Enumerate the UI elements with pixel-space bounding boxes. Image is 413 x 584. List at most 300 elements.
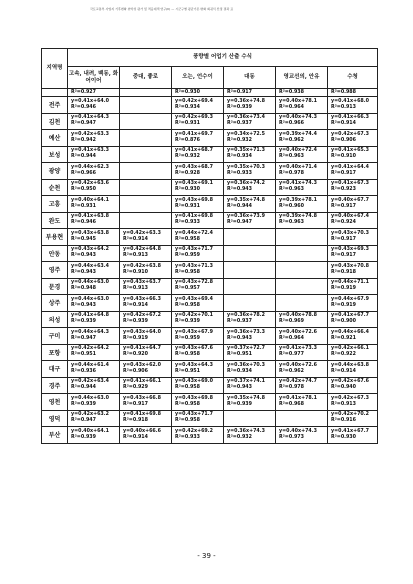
r-squared-value: R²=0.951 xyxy=(227,352,252,358)
formula-cell xyxy=(68,328,120,345)
regression-equation: y=0.40x+78.8 xyxy=(279,313,317,319)
table-row xyxy=(42,361,378,378)
formula-cell xyxy=(328,146,378,163)
regression-equation: y=0.41x+67.7 xyxy=(331,313,369,319)
table-body xyxy=(42,89,378,444)
r-squared-value: R²=0.932 xyxy=(227,137,252,143)
formula-cell xyxy=(224,212,276,229)
formula-cell xyxy=(68,196,120,213)
regression-equation: y=0.42x+69.3 xyxy=(175,115,213,121)
r-squared-value: R²=0.910 xyxy=(331,154,356,160)
regression-equation: y=0.40x+74.3 xyxy=(279,115,317,121)
r-squared-value: R²=0.958 xyxy=(175,418,200,424)
r-squared-value: R²=0.958 xyxy=(175,352,200,358)
regression-equation: y=0.41x+68.0 xyxy=(331,98,369,104)
formula-cell xyxy=(276,427,328,444)
formula-cell xyxy=(120,89,172,97)
r-squared-value: R²=0.963 xyxy=(279,220,304,226)
regression-equation: R²=0.938 xyxy=(279,89,304,95)
regression-table-container xyxy=(41,48,377,444)
formula-cell xyxy=(276,262,328,279)
regression-equation: y=0.41x+69.7 xyxy=(175,131,213,137)
r-squared-value: R²=0.913 xyxy=(123,286,148,292)
regression-equation: y=0.43x+66.3 xyxy=(123,296,161,302)
formula-cell xyxy=(276,344,328,361)
r-squared-value: R²=0.943 xyxy=(71,269,96,275)
formula-cell xyxy=(172,344,224,361)
formula-cell xyxy=(172,394,224,411)
region-name: 고흥 xyxy=(42,196,68,213)
r-squared-value: R²=0.962 xyxy=(279,137,304,143)
regression-equation: y=0.37x+74.1 xyxy=(227,379,265,385)
r-squared-value: R²=0.964 xyxy=(279,335,304,341)
r-squared-value: R²=0.931 xyxy=(175,121,200,127)
formula-cell xyxy=(120,146,172,163)
r-squared-value: R²=0.913 xyxy=(331,401,356,407)
r-squared-value: R²=0.964 xyxy=(279,104,304,110)
r-squared-value: R²=0.914 xyxy=(123,302,148,308)
formula-cell xyxy=(120,427,172,444)
r-squared-value: R²=0.939 xyxy=(71,319,96,325)
table-row xyxy=(42,113,378,130)
regression-equation: y=0.44x+61.4 xyxy=(71,362,109,368)
table-row xyxy=(42,196,378,213)
regression-equation: y=0.44x+62.3 xyxy=(71,164,109,170)
region-name: 예산 xyxy=(42,130,68,147)
formula-cell xyxy=(224,427,276,444)
regression-equation: y=0.43x+67.9 xyxy=(175,329,213,335)
r-squared-value: R²=0.958 xyxy=(175,385,200,391)
regression-equation: y=0.41x+63.3 xyxy=(71,148,109,154)
r-squared-value: R²=0.914 xyxy=(331,121,356,127)
r-squared-value: R²=0.939 xyxy=(175,319,200,325)
regression-equation: y=0.39x+74.4 xyxy=(279,131,317,137)
regression-equation: y=0.35x+74.8 xyxy=(227,395,265,401)
formula-cell xyxy=(224,229,276,246)
r-squared-value: R²=0.937 xyxy=(227,121,252,127)
formula-cell xyxy=(172,97,224,114)
r-squared-value: R²=0.944 xyxy=(71,385,96,391)
table-row xyxy=(42,377,378,394)
r-squared-value: R²=0.937 xyxy=(227,319,252,325)
formula-cell xyxy=(276,97,328,114)
r-squared-value: R²=0.918 xyxy=(331,269,356,275)
regression-equation: y=0.43x+69.8 xyxy=(175,395,213,401)
formula-cell xyxy=(276,89,328,97)
regression-equation: y=0.40x+72.6 xyxy=(279,329,317,335)
regression-equation: y=0.42x+63.8 xyxy=(123,263,161,269)
column-header: 오는, 언수이 xyxy=(172,67,224,89)
region-name: 완도 xyxy=(42,212,68,229)
regression-equation: y=0.43x+69.4 xyxy=(175,296,213,302)
regression-equation: y=0.41x+74.3 xyxy=(279,181,317,187)
r-squared-value: R²=0.947 xyxy=(71,418,96,424)
table-row xyxy=(42,262,378,279)
r-squared-value: R²=0.876 xyxy=(175,137,200,143)
formula-cell xyxy=(328,295,378,312)
r-squared-value: R²=0.963 xyxy=(279,154,304,160)
column-header: 중대, 좋로 xyxy=(120,67,172,89)
formula-cell xyxy=(120,97,172,114)
formula-cell xyxy=(120,328,172,345)
formula-cell xyxy=(328,113,378,130)
r-squared-value: R²=0.921 xyxy=(331,335,356,341)
formula-cell xyxy=(224,196,276,213)
regression-equation: y=0.43x+62.0 xyxy=(123,362,161,368)
formula-cell xyxy=(276,311,328,328)
formula-cell xyxy=(328,163,378,180)
formula-cell xyxy=(224,394,276,411)
formula-cell xyxy=(172,130,224,147)
formula-cell xyxy=(68,245,120,262)
r-squared-value: R²=0.939 xyxy=(227,401,252,407)
formula-cell xyxy=(120,179,172,196)
regression-equation: y=0.44x+63.8 xyxy=(331,362,369,368)
regression-equation: y=0.44x+67.9 xyxy=(331,296,369,302)
region-name: 보성 xyxy=(42,146,68,163)
region-name xyxy=(42,89,68,97)
r-squared-value: R²=0.934 xyxy=(227,154,252,160)
formula-cell xyxy=(328,245,378,262)
r-squared-value: R²=0.962 xyxy=(279,368,304,374)
formula-cell xyxy=(172,410,224,427)
formula-cell xyxy=(68,163,120,180)
region-name: 김천 xyxy=(42,113,68,130)
r-squared-value: R²=0.933 xyxy=(175,434,200,440)
formula-cell xyxy=(224,113,276,130)
r-squared-value: R²=0.966 xyxy=(71,170,96,176)
formula-cell xyxy=(68,262,120,279)
regression-equation: y=0.43x+64.2 xyxy=(71,247,109,253)
formula-cell xyxy=(276,295,328,312)
formula-cell xyxy=(276,278,328,295)
column-header: 고속, 내려, 백동, 화어이어 xyxy=(68,67,120,89)
formula-cell xyxy=(68,377,120,394)
r-squared-value: R²=0.939 xyxy=(71,401,96,407)
formula-cell xyxy=(68,278,120,295)
formula-cell xyxy=(224,311,276,328)
r-squared-value: R²=0.923 xyxy=(331,187,356,193)
formula-cell xyxy=(68,146,120,163)
formula-cell xyxy=(120,377,172,394)
formula-cell xyxy=(120,163,172,180)
regression-equation: y=0.43x+63.7 xyxy=(123,280,161,286)
formula-cell xyxy=(172,113,224,130)
regression-equation: y=0.44x+63.4 xyxy=(71,263,109,269)
r-squared-value: R²=0.951 xyxy=(175,368,200,374)
formula-cell xyxy=(172,196,224,213)
formula-cell xyxy=(224,163,276,180)
r-squared-value: R²=0.914 xyxy=(123,434,148,440)
r-squared-value: R²=0.917 xyxy=(123,401,148,407)
regression-equation: y=0.41x+78.1 xyxy=(279,395,317,401)
r-squared-value: R²=0.947 xyxy=(227,220,252,226)
regression-equation: y=0.43x+71.7 xyxy=(175,412,213,418)
r-squared-value: R²=0.939 xyxy=(71,434,96,440)
region-name: 상주 xyxy=(42,295,68,312)
table-row xyxy=(42,89,378,97)
regression-equation: y=0.40x+72.4 xyxy=(279,148,317,154)
formula-cell xyxy=(328,328,378,345)
formula-cell xyxy=(276,377,328,394)
formula-cell xyxy=(120,278,172,295)
region-column-header: 지역명 xyxy=(42,49,68,89)
r-squared-value: R²=0.913 xyxy=(331,104,356,110)
r-squared-value: R²=0.942 xyxy=(71,137,96,143)
table-row xyxy=(42,163,378,180)
regression-equation: y=0.43x+68.7 xyxy=(175,164,213,170)
r-squared-value: R²=0.944 xyxy=(71,154,96,160)
regression-equation: y=0.40x+72.6 xyxy=(279,362,317,368)
formula-cell xyxy=(172,295,224,312)
formula-cell xyxy=(224,130,276,147)
regression-equation: y=0.43x+64.0 xyxy=(123,329,161,335)
region-name: 문경 xyxy=(42,278,68,295)
r-squared-value: R²=0.917 xyxy=(331,236,356,242)
regression-equation: y=0.43x+69.0 xyxy=(175,379,213,385)
r-squared-value: R²=0.943 xyxy=(71,302,96,308)
formula-cell xyxy=(224,295,276,312)
regression-equation: y=0.43x+69.1 xyxy=(175,181,213,187)
table-row xyxy=(42,179,378,196)
formula-cell xyxy=(224,146,276,163)
regression-equation: y=0.43x+64.3 xyxy=(175,362,213,368)
r-squared-value: R²=0.936 xyxy=(71,368,96,374)
r-squared-value: R²=0.932 xyxy=(227,434,252,440)
r-squared-value: R²=0.924 xyxy=(331,220,356,226)
r-squared-value: R²=0.930 xyxy=(331,434,356,440)
formula-cell xyxy=(172,377,224,394)
formula-cell xyxy=(224,179,276,196)
table-row xyxy=(42,344,378,361)
regression-equation: y=0.42x+63.3 xyxy=(71,131,109,137)
region-name: 대구 xyxy=(42,361,68,378)
formula-cell xyxy=(68,113,120,130)
region-name: 영덕 xyxy=(42,410,68,427)
r-squared-value: R²=0.917 xyxy=(331,170,356,176)
formula-cell xyxy=(68,311,120,328)
r-squared-value: R²=0.969 xyxy=(279,319,304,325)
r-squared-value: R²=0.906 xyxy=(331,137,356,143)
regression-equation: y=0.41x+65.3 xyxy=(331,148,369,154)
regression-equation: y=0.39x+78.1 xyxy=(279,197,317,203)
r-squared-value: R²=0.910 xyxy=(123,269,148,275)
formula-cell xyxy=(120,344,172,361)
formula-cell xyxy=(68,427,120,444)
regression-equation: y=0.41x+68.7 xyxy=(175,148,213,154)
formula-cell xyxy=(328,311,378,328)
formula-cell xyxy=(328,410,378,427)
formula-cell xyxy=(68,361,120,378)
formula-cell xyxy=(328,262,378,279)
regression-equation: y=0.41x+67.7 xyxy=(331,428,369,434)
r-squared-value: R²=0.929 xyxy=(123,385,148,391)
r-squared-value: R²=0.939 xyxy=(227,104,252,110)
formula-cell xyxy=(172,278,224,295)
table-row xyxy=(42,328,378,345)
formula-cell xyxy=(328,97,378,114)
formula-cell xyxy=(120,394,172,411)
formula-cell xyxy=(276,394,328,411)
regression-equation: y=0.35x+74.8 xyxy=(227,197,265,203)
regression-equation: y=0.42x+69.4 xyxy=(175,98,213,104)
r-squared-value: R²=0.977 xyxy=(279,352,304,358)
formula-cell xyxy=(328,278,378,295)
regression-equation: y=0.41x+69.8 xyxy=(123,412,161,418)
column-header: 대동 xyxy=(224,67,276,89)
formula-cell xyxy=(120,245,172,262)
formula-cell xyxy=(276,328,328,345)
regression-equation: y=0.42x+67.3 xyxy=(331,131,369,137)
formula-cell xyxy=(224,328,276,345)
formula-cell xyxy=(276,245,328,262)
formula-cell xyxy=(68,212,120,229)
regression-equation: y=0.41x+69.8 xyxy=(175,214,213,220)
r-squared-value: R²=0.940 xyxy=(331,385,356,391)
r-squared-value: R²=0.932 xyxy=(175,154,200,160)
column-header: 수청 xyxy=(328,67,378,89)
formula-cell xyxy=(328,179,378,196)
regression-equation: y=0.41x+64.0 xyxy=(71,98,109,104)
r-squared-value: R²=0.900 xyxy=(331,319,356,325)
regression-equation: y=0.44x+64.3 xyxy=(71,329,109,335)
regression-equation: y=0.43x+69.3 xyxy=(331,247,369,253)
r-squared-value: R²=0.930 xyxy=(175,187,200,193)
formula-cell xyxy=(276,179,328,196)
regression-equation: y=0.42x+69.2 xyxy=(175,428,213,434)
formula-cell xyxy=(276,196,328,213)
r-squared-value: R²=0.945 xyxy=(71,236,96,242)
regression-equation: y=0.40x+71.4 xyxy=(279,164,317,170)
table-row xyxy=(42,212,378,229)
r-squared-value: R²=0.966 xyxy=(279,121,304,127)
r-squared-value: R²=0.968 xyxy=(279,401,304,407)
formula-cell xyxy=(120,196,172,213)
formula-cell xyxy=(120,295,172,312)
group-header: 풍향별 어업기 산출 수식 xyxy=(68,49,378,67)
formula-cell xyxy=(276,212,328,229)
regression-equation: y=0.44x+71.1 xyxy=(331,280,369,286)
regression-equation: y=0.42x+70.2 xyxy=(331,412,369,418)
regression-equation: y=0.43x+72.8 xyxy=(175,280,213,286)
formula-cell xyxy=(120,130,172,147)
region-name: 영천 xyxy=(42,394,68,411)
region-name: 경주 xyxy=(42,377,68,394)
regression-equation: y=0.42x+63.3 xyxy=(123,230,161,236)
regression-equation: y=0.35x+70.3 xyxy=(227,164,265,170)
r-squared-value: R²=0.919 xyxy=(331,302,356,308)
r-squared-value: R²=0.917 xyxy=(331,253,356,259)
r-squared-value: R²=0.939 xyxy=(123,319,148,325)
regression-equation: y=0.40x+66.6 xyxy=(123,428,161,434)
regression-equation: y=0.42x+63.4 xyxy=(71,379,109,385)
regression-equation: y=0.37x+72.7 xyxy=(227,346,265,352)
regression-equation: y=0.43x+69.8 xyxy=(175,197,213,203)
formula-cell xyxy=(172,262,224,279)
r-squared-value: R²=0.943 xyxy=(227,187,252,193)
formula-cell xyxy=(120,212,172,229)
r-squared-value: R²=0.958 xyxy=(175,401,200,407)
regression-equation: R²=0.927 xyxy=(71,89,96,95)
r-squared-value: R²=0.914 xyxy=(123,236,148,242)
regression-equation: y=0.40x+64.1 xyxy=(71,428,109,434)
r-squared-value: R²=0.919 xyxy=(331,286,356,292)
regression-equation: y=0.36x+74.2 xyxy=(227,181,265,187)
regression-equation: y=0.36x+78.2 xyxy=(227,313,265,319)
formula-cell xyxy=(172,245,224,262)
table-row xyxy=(42,278,378,295)
table-row xyxy=(42,97,378,114)
table-row xyxy=(42,229,378,246)
column-header-row xyxy=(42,67,378,89)
r-squared-value: R²=0.957 xyxy=(175,286,200,292)
regression-equation: y=0.44x+63.0 xyxy=(71,280,109,286)
regression-equation: y=0.42x+63.6 xyxy=(71,181,109,187)
regression-equation: y=0.42x+67.3 xyxy=(331,395,369,401)
r-squared-value: R²=0.917 xyxy=(331,203,356,209)
formula-cell xyxy=(172,311,224,328)
regression-equation: y=0.41x+67.3 xyxy=(331,181,369,187)
r-squared-value: R²=0.958 xyxy=(175,302,200,308)
regression-equation: y=0.43x+70.8 xyxy=(331,263,369,269)
regression-equation: y=0.40x+67.4 xyxy=(331,214,369,220)
formula-cell xyxy=(172,146,224,163)
region-name: 구미 xyxy=(42,328,68,345)
formula-cell xyxy=(120,229,172,246)
formula-cell xyxy=(172,229,224,246)
region-name: 포항 xyxy=(42,344,68,361)
formula-cell xyxy=(68,229,120,246)
regression-equation: y=0.44x+72.4 xyxy=(175,230,213,236)
region-name: 전주 xyxy=(42,97,68,114)
r-squared-value: R²=0.943 xyxy=(227,335,252,341)
r-squared-value: R²=0.973 xyxy=(279,434,304,440)
formula-cell xyxy=(328,361,378,378)
r-squared-value: R²=0.916 xyxy=(331,418,356,424)
r-squared-value: R²=0.978 xyxy=(279,170,304,176)
region-name: 광양 xyxy=(42,163,68,180)
regression-equation: y=0.41x+64.7 xyxy=(123,346,161,352)
regression-table xyxy=(41,48,378,444)
formula-cell xyxy=(68,179,120,196)
regression-equation: y=0.42x+64.2 xyxy=(71,346,109,352)
formula-cell xyxy=(224,278,276,295)
formula-cell xyxy=(68,394,120,411)
formula-cell xyxy=(68,89,120,97)
region-name: 영주 xyxy=(42,262,68,279)
formula-cell xyxy=(172,89,224,97)
regression-equation: y=0.43x+70.3 xyxy=(331,230,369,236)
regression-equation: y=0.36x+74.8 xyxy=(227,98,265,104)
regression-equation: y=0.39x+74.8 xyxy=(279,214,317,220)
regression-equation: y=0.42x+70.1 xyxy=(175,313,213,319)
r-squared-value: R²=0.946 xyxy=(71,104,96,110)
regression-equation: y=0.42x+67.6 xyxy=(331,379,369,385)
formula-cell xyxy=(224,377,276,394)
formula-cell xyxy=(328,89,378,97)
r-squared-value: R²=0.959 xyxy=(175,253,200,259)
regression-equation: y=0.44x+63.0 xyxy=(71,296,109,302)
regression-equation: y=0.36x+74.3 xyxy=(227,428,265,434)
regression-equation: y=0.44x+66.4 xyxy=(331,329,369,335)
regression-equation: y=0.42x+64.8 xyxy=(123,247,161,253)
column-header: 영교선의, 안유 xyxy=(276,67,328,89)
table-row xyxy=(42,295,378,312)
r-squared-value: R²=0.934 xyxy=(175,104,200,110)
regression-equation: y=0.43x+71.7 xyxy=(175,247,213,253)
regression-equation: y=0.42x+74.7 xyxy=(279,379,317,385)
formula-cell xyxy=(276,146,328,163)
